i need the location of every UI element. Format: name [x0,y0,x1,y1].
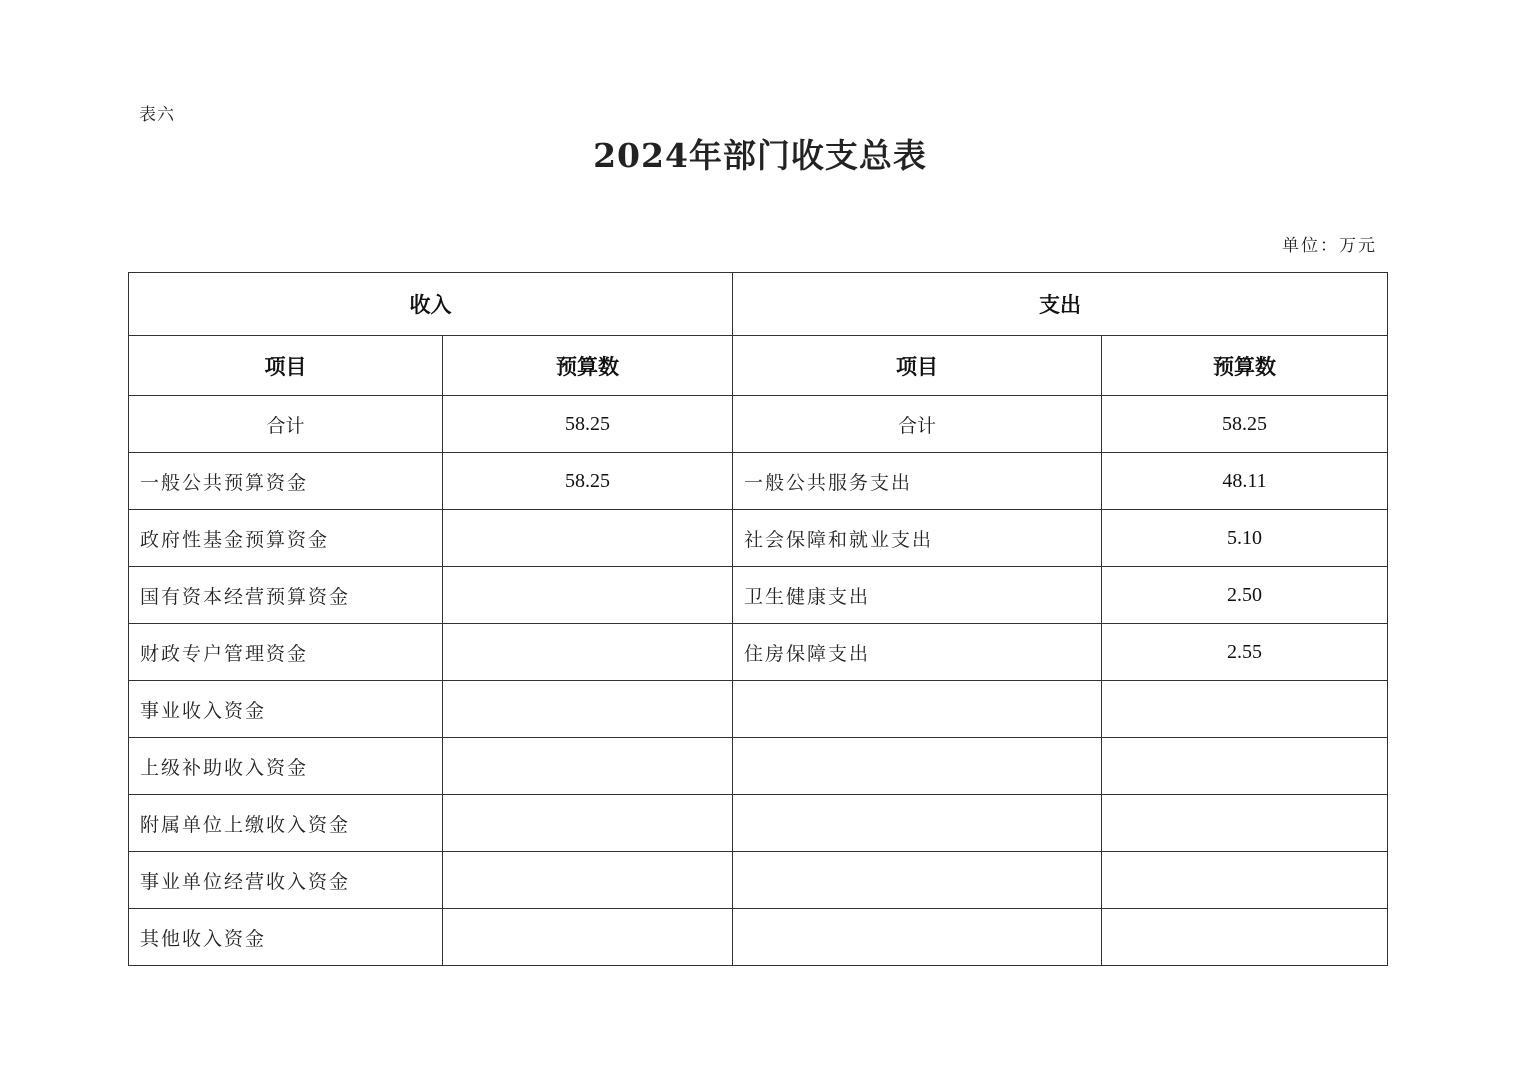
expense-item-cell [733,795,1102,852]
group-header-row [129,273,1388,336]
expense-amount-cell [1102,852,1388,909]
income-item-cell: 附属单位上缴收入资金 [129,795,443,852]
column-header-row [129,336,1388,396]
income-amount-cell: 58.25 [443,453,733,510]
income-item-cell: 国有资本经营预算资金 [129,567,443,624]
income-group-header: 收入 [129,273,733,336]
income-item-cell: 其他收入资金 [129,909,443,966]
table-row [129,852,1388,909]
expense-amount-cell [1102,909,1388,966]
table-row [129,567,1388,624]
expense-item-cell [733,681,1102,738]
table-label: 表六 [139,105,175,125]
income-item-cell: 事业单位经营收入资金 [129,852,443,909]
income-total-amount: 58.25 [443,396,733,453]
income-amount-cell [443,795,733,852]
income-amount-column-header: 预算数 [443,336,733,396]
table-row [129,510,1388,567]
expense-amount-cell [1102,738,1388,795]
expense-item-cell: 卫生健康支出 [733,567,1102,624]
expense-amount-cell: 2.50 [1102,567,1388,624]
table-row [129,681,1388,738]
income-amount-cell [443,738,733,795]
table-row [129,909,1388,966]
income-item-cell: 政府性基金预算资金 [129,510,443,567]
income-amount-cell [443,510,733,567]
expense-item-cell [733,852,1102,909]
page-title: 2024年部门收支总表 [593,136,927,175]
expense-amount-column-header: 预算数 [1102,336,1388,396]
expense-amount-cell [1102,681,1388,738]
income-amount-cell [443,852,733,909]
table-row [129,453,1388,510]
income-amount-cell [443,624,733,681]
expense-group-header: 支出 [733,273,1388,336]
expense-item-cell: 住房保障支出 [733,624,1102,681]
table-row [129,795,1388,852]
expense-amount-cell: 48.11 [1102,453,1388,510]
unit-label: 单位：万元 [1282,236,1377,256]
expense-amount-cell: 5.10 [1102,510,1388,567]
expense-item-cell: 社会保障和就业支出 [733,510,1102,567]
income-amount-cell [443,681,733,738]
income-item-cell: 上级补助收入资金 [129,738,443,795]
income-item-cell: 一般公共预算资金 [129,453,443,510]
table-row [129,624,1388,681]
expense-item-column-header: 项目 [733,336,1102,396]
table-row [129,738,1388,795]
expense-total-label: 合计 [733,396,1102,453]
table-body [129,453,1388,966]
expense-amount-cell [1102,795,1388,852]
income-item-column-header: 项目 [129,336,443,396]
income-item-cell: 事业收入资金 [129,681,443,738]
expense-item-cell [733,909,1102,966]
income-amount-cell [443,909,733,966]
budget-summary-table [128,272,1388,966]
total-row [129,396,1388,453]
income-item-cell: 财政专户管理资金 [129,624,443,681]
expense-amount-cell: 2.55 [1102,624,1388,681]
expense-item-cell [733,738,1102,795]
income-total-label: 合计 [129,396,443,453]
income-amount-cell [443,567,733,624]
expense-item-cell: 一般公共服务支出 [733,453,1102,510]
expense-total-amount: 58.25 [1102,396,1388,453]
